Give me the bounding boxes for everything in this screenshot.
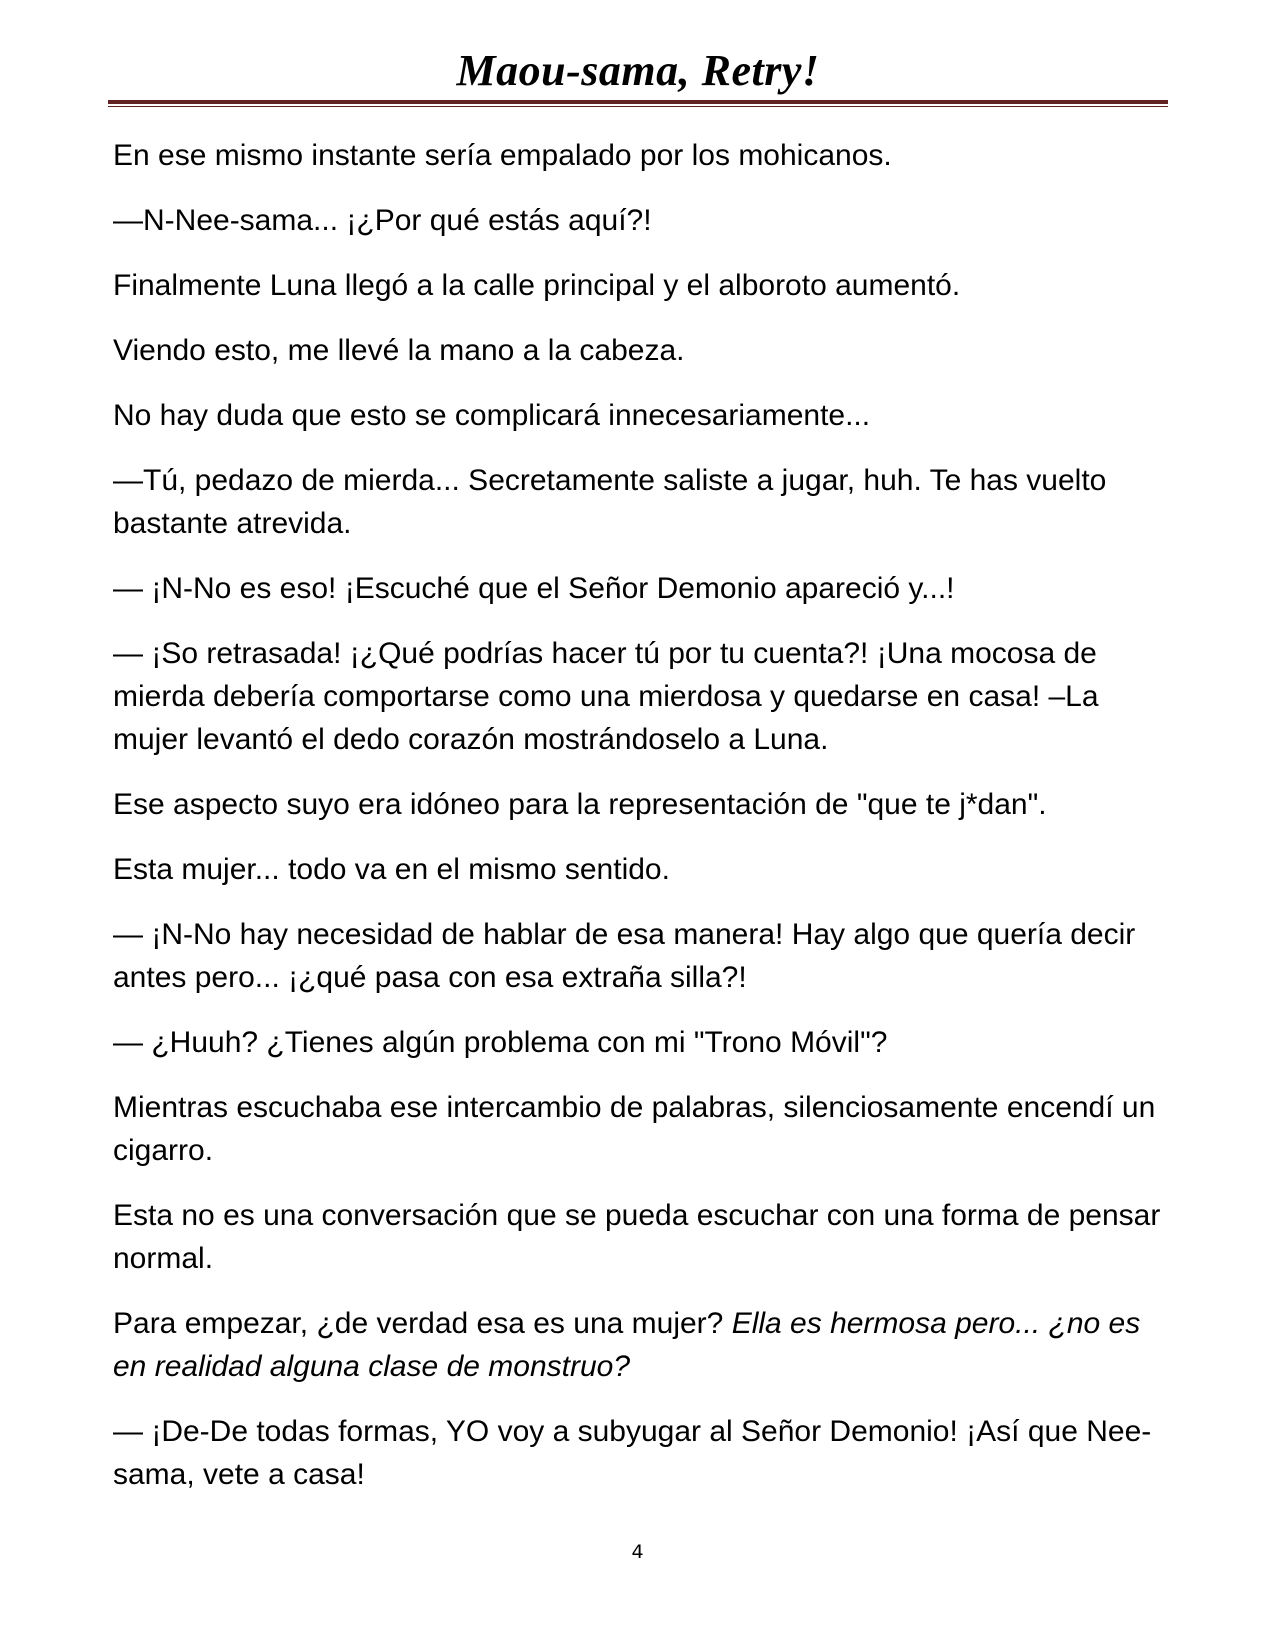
paragraph-3: Finalmente Luna llegó a la calle principal y el alboroto aumentó. (113, 269, 961, 302)
paragraph-5: No hay duda que esto se complicará innecesariamente... (113, 399, 871, 432)
paragraph-12: — ¿Huuh? ¿Tienes algún problema con mi "Trono Móvil"? (113, 1026, 888, 1059)
paragraph-7: — ¡N-No es eso! ¡Escuché que el Señor Demonio apareció y...! (113, 572, 955, 605)
paragraph-9: Ese aspecto suyo era idóneo para la representación de "que te j*dan". (113, 788, 1047, 821)
header-divider-thin (108, 106, 1168, 107)
paragraph-11: — ¡N-No hay necesidad de hablar de esa manera! Hay algo que quería decir antes pero... ¡¿qué pasa con esa extraña silla?! (113, 918, 1136, 994)
paragraph-15-italic: Ella es hermosa pero... ¿no es en realidad alguna clase de monstruo? (113, 1307, 1141, 1383)
page-number: 4 (631, 1541, 644, 1563)
paragraph-1: En ese mismo instante sería empalado por los mohicanos. (113, 139, 892, 172)
paragraph-13: Mientras escuchaba ese intercambio de palabras, silenciosamente encendí un cigarro. (113, 1091, 1156, 1167)
header-divider (108, 100, 1168, 108)
paragraph-15 (113, 1302, 1178, 1388)
paragraph-16: — ¡De-De todas formas, YO voy a subyugar al Señor Demonio! ¡Así que Nee-sama, vete a casa! (113, 1415, 1152, 1491)
page-body (113, 134, 1178, 1518)
paragraph-15-normal: Para empezar, ¿de verdad esa es una mujer? (113, 1307, 732, 1340)
paragraph-6: —Tú, pedazo de mierda... Secretamente saliste a jugar, huh. Te has vuelto bastante atrevida. (113, 464, 1107, 540)
book-title: Maou-sama, Retry! (456, 46, 820, 95)
paragraph-10-italic: Esta mujer... todo va en el mismo sentido. (113, 853, 670, 886)
paragraph-2: —N-Nee-sama... ¡¿Por qué estás aquí?! (113, 204, 652, 237)
header-divider-thick (108, 100, 1168, 104)
paragraph-8: — ¡So retrasada! ¡¿Qué podrías hacer tú por tu cuenta?! ¡Una mocosa de mierda debería comportarse como una mierdosa y quedarse en casa! –La mujer levantó el dedo corazón mostrándoselo a Luna. (113, 637, 1099, 756)
paragraph-4: Viendo esto, me llevé la mano a la cabeza. (113, 334, 685, 367)
page-header (108, 44, 1168, 98)
paragraph-14: Esta no es una conversación que se pueda escuchar con una forma de pensar normal. (113, 1199, 1161, 1275)
